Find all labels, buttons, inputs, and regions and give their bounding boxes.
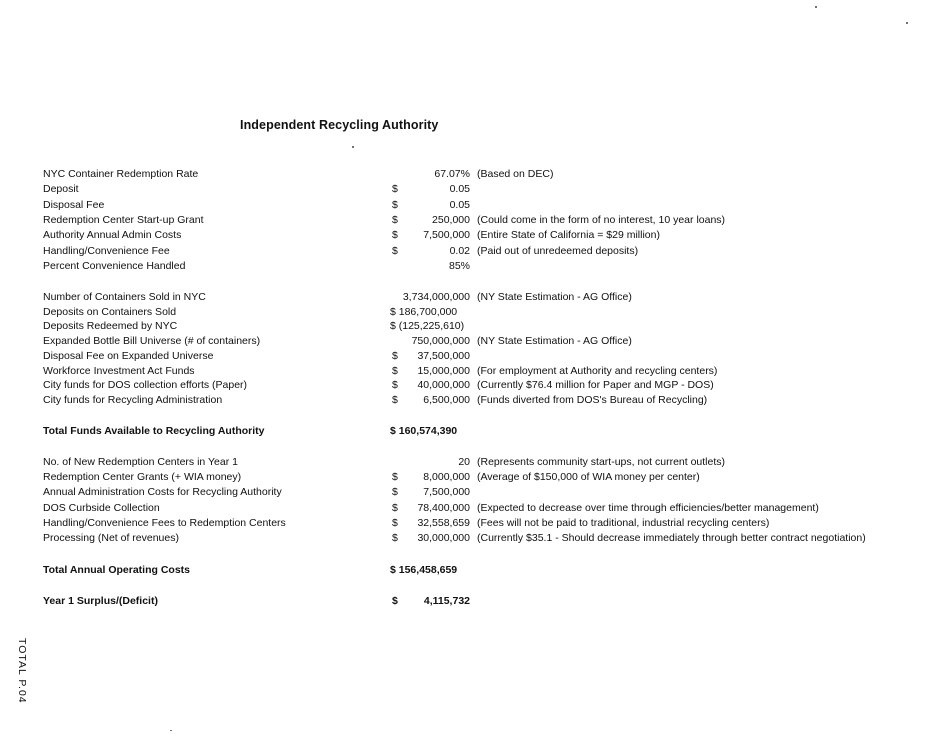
row-note: (Expected to decrease over time through efficiencies/better management) bbox=[477, 501, 819, 514]
currency-symbol: $ bbox=[392, 595, 398, 607]
row-value: 8,000,000 bbox=[423, 471, 470, 484]
row-value: 20 bbox=[458, 456, 470, 468]
row-note: (Average of $150,000 of WIA money per center) bbox=[477, 471, 700, 484]
row-value: 4,115,732 bbox=[423, 595, 470, 607]
row-label: Authority Annual Admin Costs bbox=[43, 229, 182, 242]
row-label: No. of New Redemption Centers in Year 1 bbox=[43, 456, 238, 468]
table-row bbox=[0, 349, 938, 363]
currency-symbol: $ bbox=[392, 198, 398, 211]
row-label: Percent Convenience Handled bbox=[43, 259, 186, 272]
row-label: Deposits on Containers Sold bbox=[43, 305, 177, 318]
currency-symbol: $ bbox=[392, 244, 398, 257]
row-value: $ 156,458,659 bbox=[390, 564, 458, 576]
currency-symbol: $ bbox=[392, 486, 398, 499]
row-value: 0.05 bbox=[449, 198, 470, 211]
row-value: 750,000,000 bbox=[411, 335, 470, 348]
row-value: 3,734,000,000 bbox=[402, 291, 470, 303]
row-note: (For employment at Authority and recycling centers) bbox=[477, 364, 718, 377]
row-note: (NY State Estimation - AG Office) bbox=[477, 335, 632, 348]
row-label: City funds for DOS collection efforts (Paper) bbox=[43, 379, 248, 392]
table-row bbox=[0, 259, 938, 273]
table-row bbox=[0, 213, 938, 227]
table-row bbox=[0, 305, 938, 319]
row-value: 78,400,000 bbox=[417, 501, 470, 514]
scan-speck bbox=[815, 6, 817, 8]
row-label: NYC Container Redemption Rate bbox=[43, 168, 199, 180]
currency-symbol: $ bbox=[392, 379, 398, 392]
row-label: Handling/Convenience Fees to Redemption Centers bbox=[43, 516, 286, 529]
scan-speck bbox=[352, 146, 354, 148]
row-label: Processing (Net of revenues) bbox=[43, 532, 179, 544]
row-value: $ 160,574,390 bbox=[390, 425, 458, 437]
row-label: Total Funds Available to Recycling Authority bbox=[43, 425, 265, 437]
currency-symbol: $ bbox=[392, 501, 398, 514]
currency-symbol: $ bbox=[392, 532, 398, 544]
table-row bbox=[0, 182, 938, 196]
row-label: Number of Containers Sold in NYC bbox=[43, 291, 206, 303]
table-row bbox=[0, 244, 938, 258]
currency-symbol: $ bbox=[392, 393, 398, 406]
row-label: Disposal Fee on Expanded Universe bbox=[43, 349, 214, 362]
currency-symbol: $ bbox=[392, 213, 398, 226]
table-row bbox=[0, 319, 938, 333]
row-value: 15,000,000 bbox=[417, 364, 470, 377]
currency-symbol: $ bbox=[392, 364, 398, 377]
row-label: Handling/Convenience Fee bbox=[43, 244, 170, 257]
table-row bbox=[0, 334, 938, 348]
row-value: 85% bbox=[448, 259, 470, 272]
row-value: 7,500,000 bbox=[423, 486, 470, 499]
row-value: 30,000,000 bbox=[417, 532, 470, 544]
scan-speck bbox=[906, 22, 908, 24]
row-value: 0.05 bbox=[449, 183, 470, 196]
row-label: Expanded Bottle Bill Universe (# of containers) bbox=[43, 335, 261, 348]
scan-speck bbox=[170, 730, 172, 731]
row-label: DOS Curbside Collection bbox=[43, 501, 160, 514]
row-label: Annual Administration Costs for Recycling Authority bbox=[43, 486, 282, 499]
row-label: Redemption Center Start-up Grant bbox=[43, 213, 204, 226]
row-value: $ 186,700,000 bbox=[390, 305, 458, 318]
table-row bbox=[0, 364, 938, 378]
table-row bbox=[0, 470, 938, 484]
table-row bbox=[0, 290, 938, 304]
row-note: (Based on DEC) bbox=[477, 168, 554, 180]
row-note: (Could come in the form of no interest, 10 year loans) bbox=[477, 213, 726, 226]
row-value: 37,500,000 bbox=[417, 349, 470, 362]
total-costs-row bbox=[0, 563, 938, 577]
row-value: 7,500,000 bbox=[423, 229, 470, 242]
row-note: (Fees will not be paid to traditional, industrial recycling centers) bbox=[477, 516, 770, 529]
table-row bbox=[0, 378, 938, 392]
row-label: Deposit bbox=[43, 183, 79, 196]
row-note: (NY State Estimation - AG Office) bbox=[477, 291, 632, 303]
row-note: (Paid out of unredeemed deposits) bbox=[477, 244, 639, 257]
currency-symbol: $ bbox=[392, 229, 398, 242]
row-note: (Represents community start-ups, not current outlets) bbox=[477, 456, 726, 468]
row-note: (Currently $76.4 million for Paper and MGP - DOS) bbox=[477, 379, 714, 392]
row-label: Deposits Redeemed by NYC bbox=[43, 320, 178, 333]
row-value: 40,000,000 bbox=[417, 379, 470, 392]
table-row bbox=[0, 531, 938, 545]
currency-symbol: $ bbox=[392, 471, 398, 484]
currency-symbol: $ bbox=[392, 349, 398, 362]
row-note: (Funds diverted from DOS's Bureau of Recycling) bbox=[477, 393, 708, 406]
currency-symbol: $ bbox=[392, 516, 398, 529]
row-label: Total Annual Operating Costs bbox=[43, 564, 191, 576]
row-value: $ (125,225,610) bbox=[390, 320, 465, 333]
table-row bbox=[0, 485, 938, 499]
row-label: Disposal Fee bbox=[43, 198, 105, 211]
table-row bbox=[0, 198, 938, 212]
row-value: 6,500,000 bbox=[423, 393, 470, 406]
row-label: Redemption Center Grants (+ WIA money) bbox=[43, 471, 242, 484]
table-row bbox=[0, 501, 938, 515]
currency-symbol: $ bbox=[392, 183, 398, 196]
row-value: 250,000 bbox=[432, 213, 470, 226]
table-row bbox=[0, 455, 938, 469]
row-label: City funds for Recycling Administration bbox=[43, 393, 223, 406]
row-note: (Entire State of California = $29 million) bbox=[477, 229, 660, 242]
document-title: Independent Recycling Authority bbox=[240, 118, 439, 132]
row-value: 0.02 bbox=[449, 244, 470, 257]
surplus-row bbox=[0, 594, 938, 608]
row-label: Workforce Investment Act Funds bbox=[43, 364, 195, 377]
total-funds-row bbox=[0, 424, 938, 438]
row-label: Year 1 Surplus/(Deficit) bbox=[43, 595, 158, 607]
fax-page-footer: TOTAL P.04 bbox=[16, 638, 28, 704]
table-row bbox=[0, 516, 938, 530]
row-note: (Currently $35.1 - Should decrease immediately through better contract negotiation) bbox=[477, 532, 866, 544]
row-value: 67.07% bbox=[434, 168, 470, 180]
table-row bbox=[0, 167, 938, 181]
row-value: 32,558,659 bbox=[417, 516, 470, 529]
table-row bbox=[0, 228, 938, 242]
table-row bbox=[0, 393, 938, 407]
